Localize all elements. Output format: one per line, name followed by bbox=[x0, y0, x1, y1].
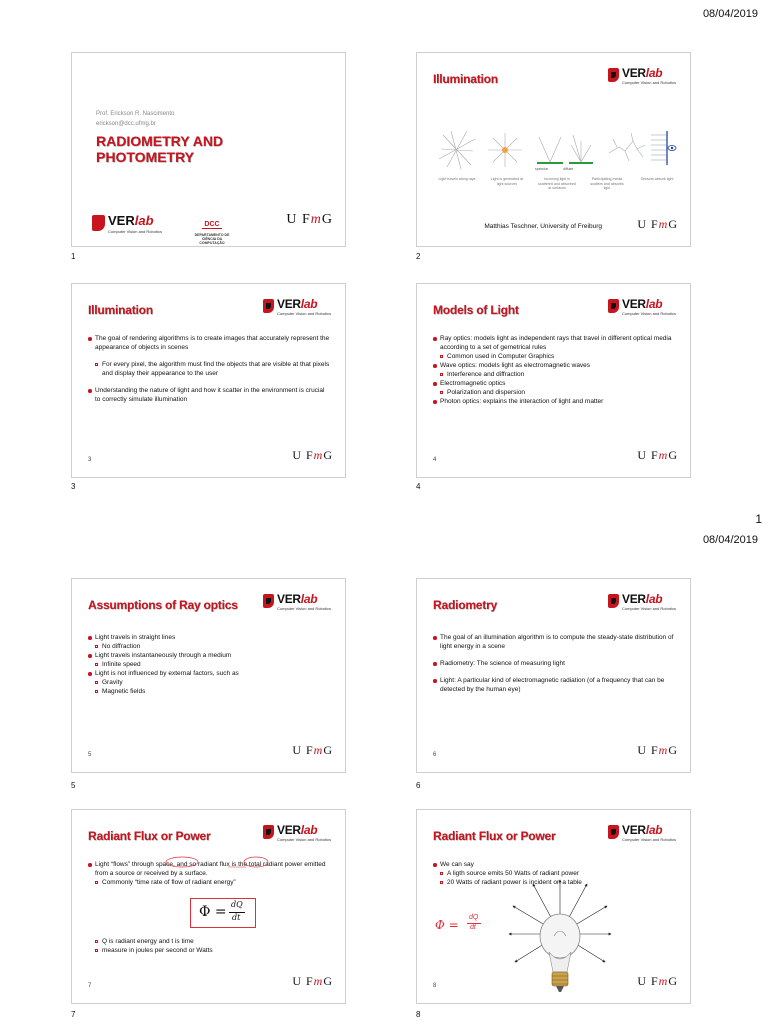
page-number: 1 bbox=[755, 512, 762, 526]
list-item: Common used in Computer Graphics bbox=[433, 352, 676, 361]
list-item: 20 Watts of radiant power is incident on a table bbox=[433, 878, 676, 887]
verlab-logo: VERlab Computer Vision and Robotics bbox=[608, 297, 680, 319]
light-source-icon bbox=[488, 133, 522, 167]
slide-number-below: 2 bbox=[416, 252, 421, 261]
verlab-logo: VERlab Computer Vision and Robotics bbox=[263, 823, 335, 845]
slide-1 bbox=[71, 52, 346, 247]
figure-label: Light travels along rays bbox=[438, 177, 476, 181]
bullet-list bbox=[88, 334, 331, 404]
verlab-mark-icon bbox=[608, 825, 619, 839]
list-item: Radiometry: The science of measuring light bbox=[433, 659, 676, 668]
verlab-mark-icon bbox=[92, 215, 105, 231]
formula-box bbox=[190, 898, 256, 928]
slide-number: 3 bbox=[88, 457, 92, 463]
verlab-mark-icon bbox=[263, 594, 274, 608]
verlab-mark-icon bbox=[263, 299, 274, 313]
verlab-mark-icon bbox=[608, 594, 619, 608]
email: erickson@dcc.ufmg.br bbox=[96, 121, 156, 127]
figure-label: Sensors absorb light bbox=[640, 177, 674, 181]
slide-number-below: 6 bbox=[416, 781, 421, 790]
verlab-logo: VERlab Computer Vision and Robotics bbox=[263, 297, 335, 319]
slide-6 bbox=[416, 578, 691, 773]
ufmg-logo: U FmG bbox=[286, 212, 333, 227]
list-item: The goal of an illumination algorithm is to compute the steady-state distribution of light energy in a scene bbox=[433, 633, 676, 651]
author: Prof. Erickson R. Nascimento bbox=[96, 111, 175, 117]
list-item: Commonly “time rate of flow of radiant energy” bbox=[88, 878, 331, 887]
slide-5 bbox=[71, 578, 346, 773]
verlab-mark-icon bbox=[608, 68, 619, 82]
list-item: A ligth source emits 50 Watts of radiant power bbox=[433, 869, 676, 878]
participating-media-icon bbox=[609, 133, 645, 161]
list-item: measure in joules per second or Watts bbox=[88, 946, 331, 955]
list-item: No diffraction bbox=[88, 642, 331, 651]
slide-number-below: 3 bbox=[71, 482, 76, 491]
list-item: Q is radiant energy and t is time bbox=[88, 937, 331, 946]
sensor-icon bbox=[651, 131, 676, 165]
bullet-list bbox=[433, 334, 676, 406]
ufmg-logo: U FmG bbox=[637, 217, 678, 231]
list-item: Gravity bbox=[88, 678, 331, 687]
ufmg-logo: U FmG bbox=[637, 448, 678, 462]
list-item: Light travels in straight lines bbox=[88, 633, 331, 642]
slide-number: 6 bbox=[433, 752, 437, 758]
slide-number-below: 8 bbox=[416, 1010, 421, 1019]
formula-denominator: dt bbox=[232, 913, 241, 922]
formula-lhs: Φ = bbox=[199, 904, 227, 920]
verlab-word: VERlab bbox=[108, 213, 154, 228]
slide-2 bbox=[416, 52, 691, 247]
verlab-logo: VERlab Computer Vision and Robotics bbox=[263, 592, 335, 614]
figure-label: Incoming light is scattered and absorbed at surfaces bbox=[538, 177, 576, 190]
figure-tag: diffuse bbox=[563, 167, 574, 171]
handwritten-annotations bbox=[164, 856, 314, 880]
ufmg-logo: U FmG bbox=[637, 974, 678, 988]
page-date: 08/04/2019 bbox=[702, 8, 758, 20]
ufmg-logo: U FmG bbox=[292, 743, 333, 757]
bullet-list bbox=[433, 633, 676, 694]
list-item: We can say bbox=[433, 860, 676, 869]
list-item: Magnetic fields bbox=[88, 687, 331, 696]
ufmg-logo: U FmG bbox=[292, 974, 333, 988]
verlab-mark-icon bbox=[608, 299, 619, 313]
list-item: The goal of rendering algorithms is to create images that accurately represent the appearance of objects in scenes bbox=[88, 334, 331, 352]
slide-8: Radiant Flux or Power VERlab Computer Vision and Robotics We can say A ligth source emits 50 Watts of radiant power 20 Watts of radiant power is incident on a table Φ = dQ dt 8 U FmG bbox=[416, 809, 691, 1004]
slide-4 bbox=[416, 283, 691, 478]
rays-icon bbox=[439, 131, 475, 169]
verlab-logo: VERlab Computer Vision and Robotics bbox=[608, 592, 680, 614]
figure-label: Light is generated at light sources bbox=[490, 177, 524, 186]
slide-title: Illumination bbox=[88, 303, 153, 317]
verlab-logo bbox=[92, 213, 172, 237]
slide-title: Radiant Flux or Power bbox=[88, 829, 211, 843]
list-item: Understanding the nature of light and how it scatter in the environment is crucial to correctly simulate illumination bbox=[88, 386, 331, 404]
list-item: Interference and diffraction bbox=[433, 370, 676, 379]
figure-labels bbox=[437, 177, 677, 191]
verlab-logo: VERlab Computer Vision and Robotics bbox=[608, 823, 680, 845]
list-item: Wave optics: models light as electromagnetic waves bbox=[433, 361, 676, 370]
slide-title: Assumptions of Ray optics bbox=[88, 598, 238, 612]
list-item: Light: A particular kind of electromagnetic radiation (of a frequency that can be detected by the human eye) bbox=[433, 676, 676, 694]
illumination-figure bbox=[437, 127, 677, 173]
slide-number-below: 5 bbox=[71, 781, 76, 790]
ufmg-logo: U FmG bbox=[637, 743, 678, 757]
slide-number: 8 bbox=[433, 983, 437, 989]
bullet-list bbox=[88, 937, 331, 955]
list-item: Ray optics: models light as independent rays that travel in different optical media according to a set of gemetrical rules bbox=[433, 334, 676, 352]
surface-scatter-icon bbox=[537, 135, 593, 163]
dcc-logo: DCC DEPARTAMENTO DE CIÊNCIA DA COMPUTAÇÃO bbox=[194, 221, 230, 245]
verlab-subtitle: Computer Vision and Robotics bbox=[108, 229, 162, 234]
list-item: Light travels instantaneously through a medium bbox=[88, 651, 331, 660]
slide-3 bbox=[71, 283, 346, 478]
bullet-list bbox=[88, 633, 331, 696]
slide-title: Radiometry bbox=[433, 598, 498, 612]
slide-number: 5 bbox=[88, 752, 92, 758]
slide-number: 4 bbox=[433, 457, 437, 463]
list-item: Light is not influenced by external factors, such as bbox=[88, 669, 331, 678]
verlab-mark-icon bbox=[263, 825, 274, 839]
formula-numerator: dQ bbox=[231, 900, 243, 909]
slide-title: Radiant Flux or Power bbox=[433, 829, 556, 843]
verlab-logo: VERlab Computer Vision and Robotics bbox=[608, 66, 680, 88]
page-date: 08/04/2019 bbox=[702, 534, 758, 546]
slide-title: RADIOMETRY AND PHOTOMETRY bbox=[96, 133, 224, 165]
slide-title: Illumination bbox=[433, 72, 498, 86]
slide-title: Models of Light bbox=[433, 303, 519, 317]
slide-number-below: 7 bbox=[71, 1010, 76, 1019]
list-item: Light “flows” through space, and so radiant flux is the total radiant power emitted from a source or received by a surface. bbox=[88, 860, 331, 878]
figure-credit: Matthias Teschner, University of Freiburg bbox=[484, 223, 602, 230]
slide-number-below: 1 bbox=[71, 252, 76, 261]
slide-number: 7 bbox=[88, 983, 92, 989]
figure-label: Participating media scatters and absorbs light bbox=[590, 177, 624, 190]
list-item: Photon optics: explains the interaction of light and matter bbox=[433, 397, 676, 406]
figure-tag: specular bbox=[535, 167, 549, 171]
list-item: Infinite speed bbox=[88, 660, 331, 669]
ufmg-logo: U FmG bbox=[292, 448, 333, 462]
light-bulb-icon bbox=[505, 876, 615, 1002]
list-item: Polarization and dispersion bbox=[433, 388, 676, 397]
list-item: For every pixel, the algorithm must find the objects that are visible at that pixels and display their appearance to the user bbox=[88, 360, 331, 378]
slide-number-below: 4 bbox=[416, 482, 421, 491]
list-item: Electromagnetic optics bbox=[433, 379, 676, 388]
slide-7 bbox=[71, 809, 346, 1004]
